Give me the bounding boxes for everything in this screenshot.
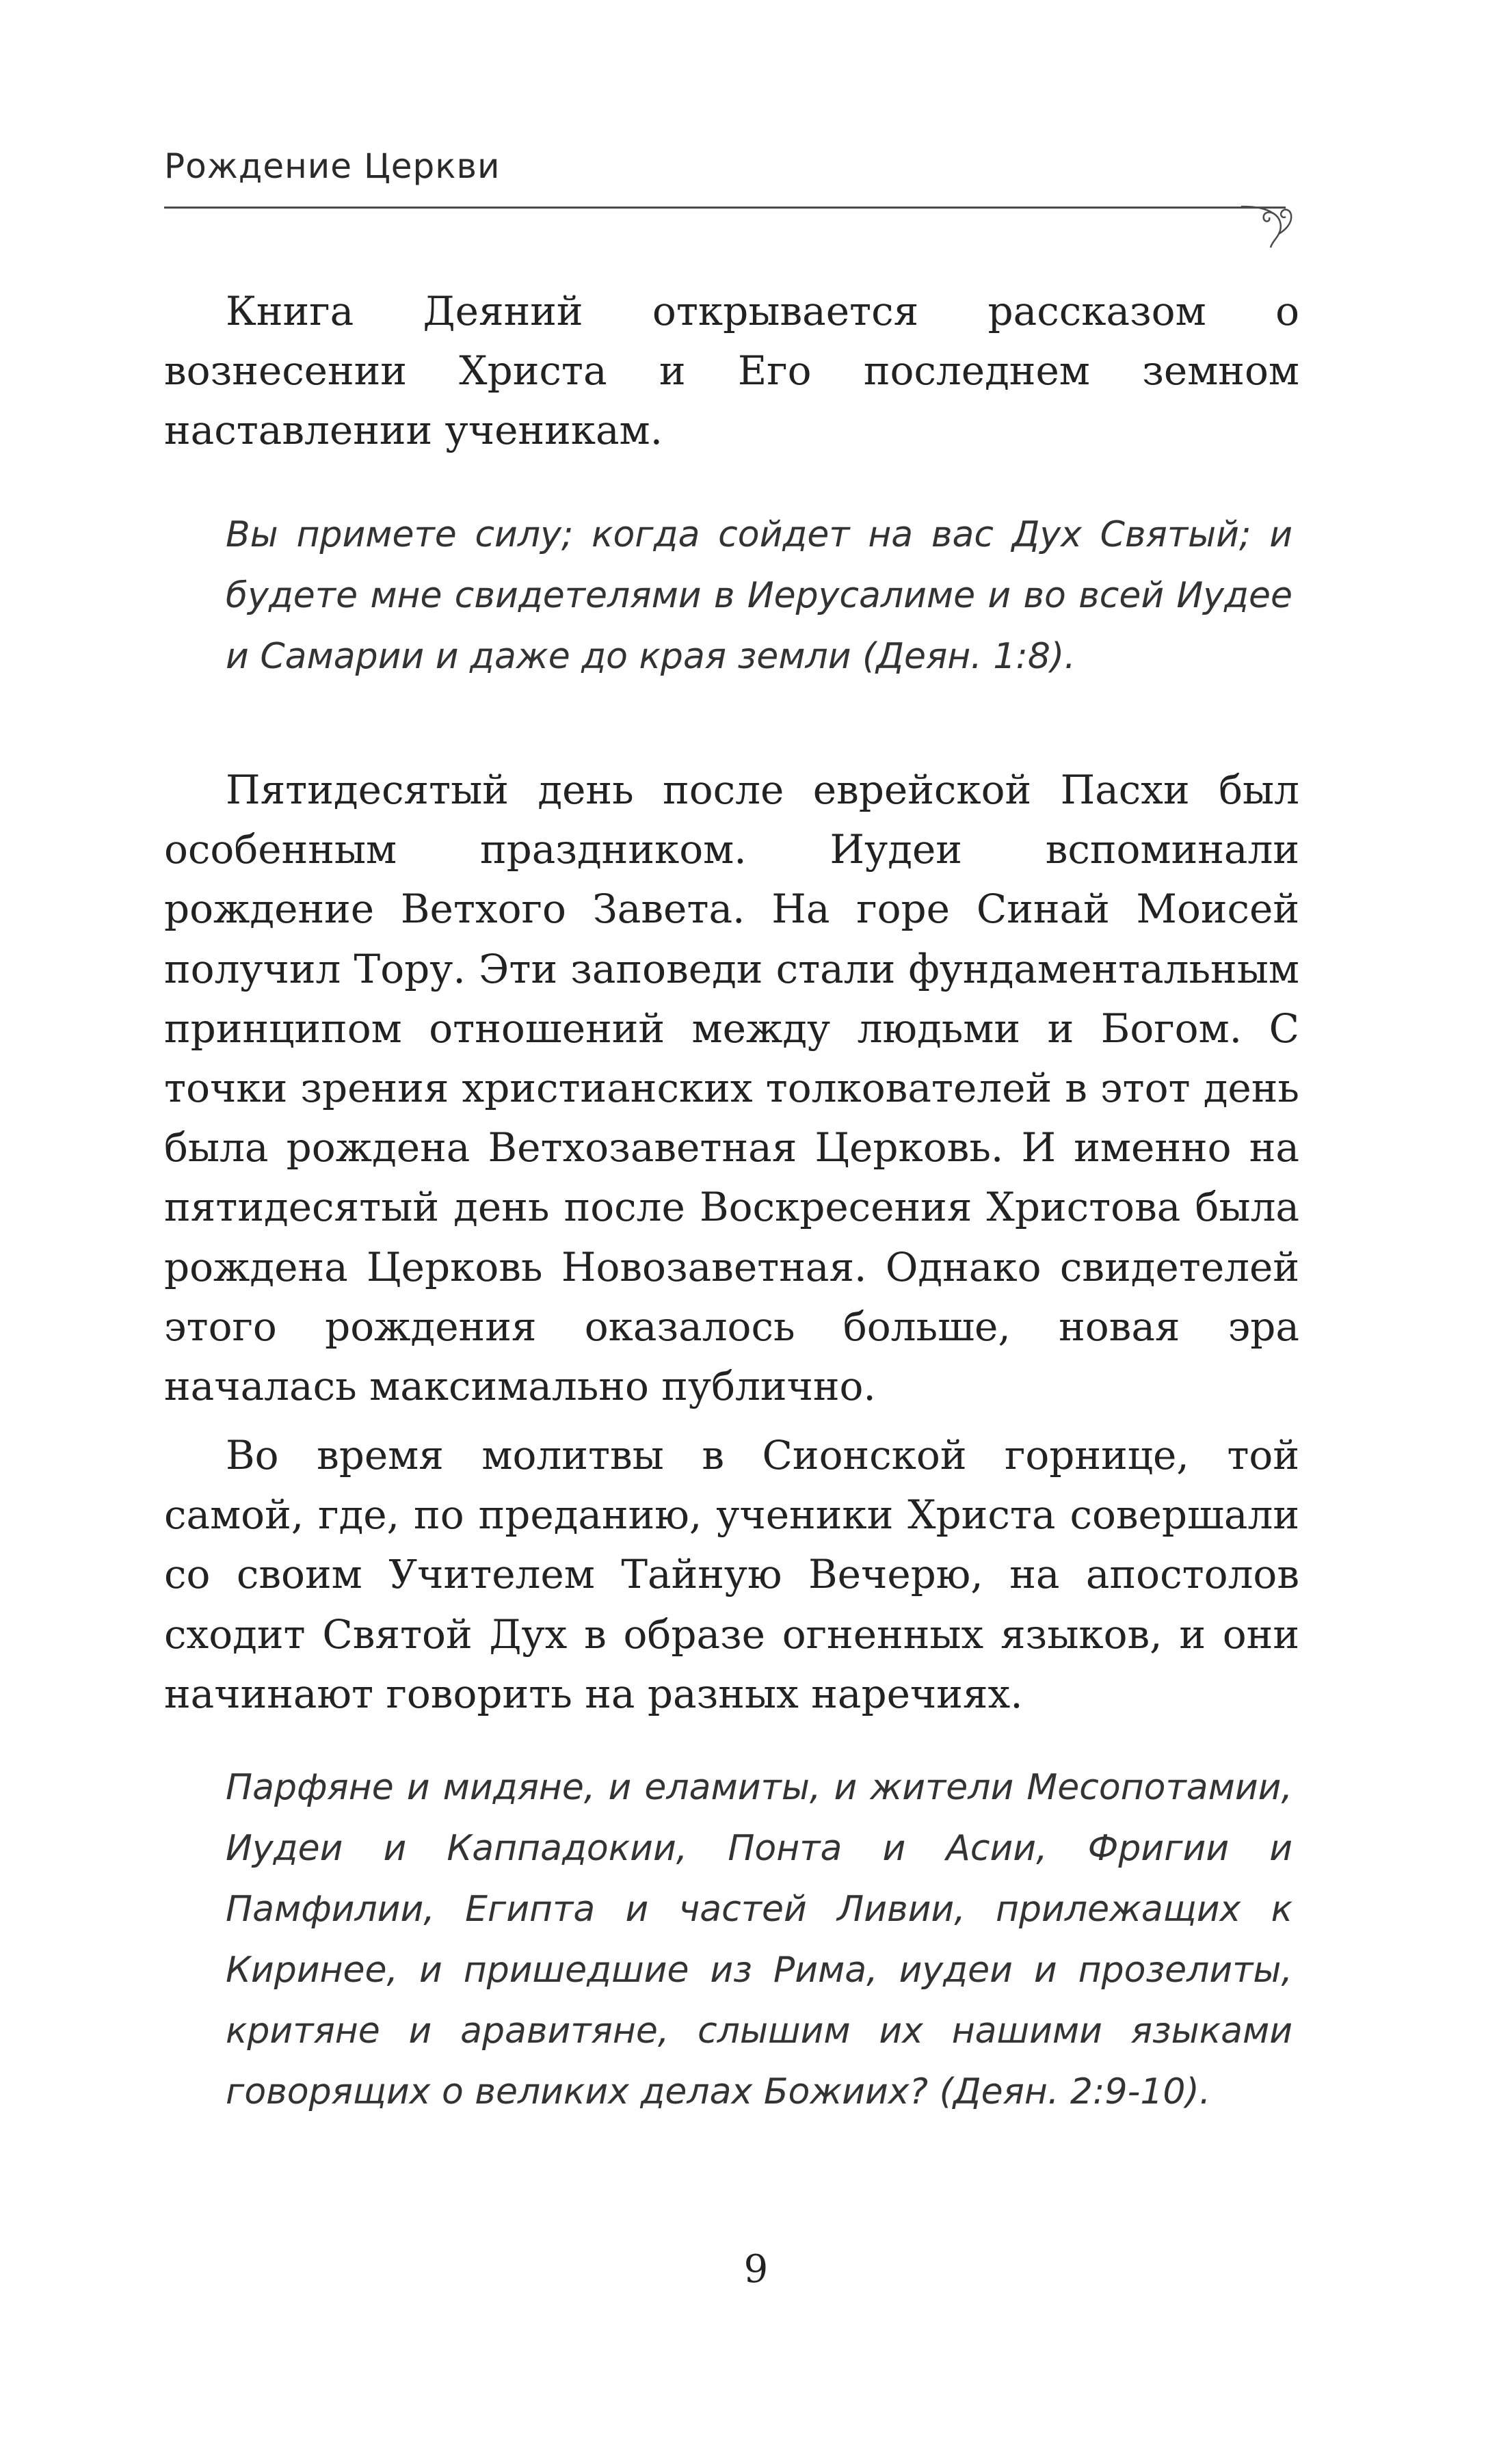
scripture-quote-acts-1-8: Вы примете силу; когда сойдет на вас Дух Святый; и будете мне свидетелями в Иерусалиме и во всей Иудее и Самарии и даже до края земли (Деян. 1:8).: [226, 514, 1292, 677]
paragraph-zion-upper-room: Во время молитвы в Сионской горнице, той самой, где, по преданию, ученики Христа совершали со своим Учителем Тайную Вечерю, на апостолов сходит Святой Дух в образе огненных языков, и они начинают говорить на разных наречиях.: [164, 1432, 1299, 1717]
paragraph-ascension: Книга Деяний открывается рассказом о вознесении Христа и Его последнем земном наставлении ученикам.: [164, 288, 1299, 454]
paragraph-pentecost: Пятидесятый день после еврейской Пасхи был особенным праздником. Иудеи вспоминали рождение Ветхого Завета. На горе Синай Моисей получил Тору. Эти заповеди стали фундаментальным принципом отношений между людьми и Богом. С точки зрения христианских толкователей в этот день была рождена Ветхозаветная Церковь. И именно на пятидесятый день после Воскресения Христова была рождена Церковь Новозаветная. Однако свидетелей этого рождения оказалось больше, новая эра началась максимально публично.: [164, 767, 1299, 1410]
scripture-quote-acts-2-9: Парфяне и мидяне, и еламиты, и жители Месопотамии, Иудеи и Каппадокии, Понта и Асии, Фригии и Памфилии, Египта и частей Ливии, прилежащих к Киринее, и пришедшие из Рима, иудеи и прозелиты, критяне и аравитяне, слышим их нашими языками говорящих о великих делах Божиих? (Деян. 2:9-10).: [226, 1767, 1292, 2112]
header-rule: [164, 207, 1286, 209]
flourish-ornament-icon: [1238, 198, 1299, 260]
running-head-title: Рождение Церкви: [164, 146, 501, 186]
page-number: 9: [743, 2247, 769, 2292]
